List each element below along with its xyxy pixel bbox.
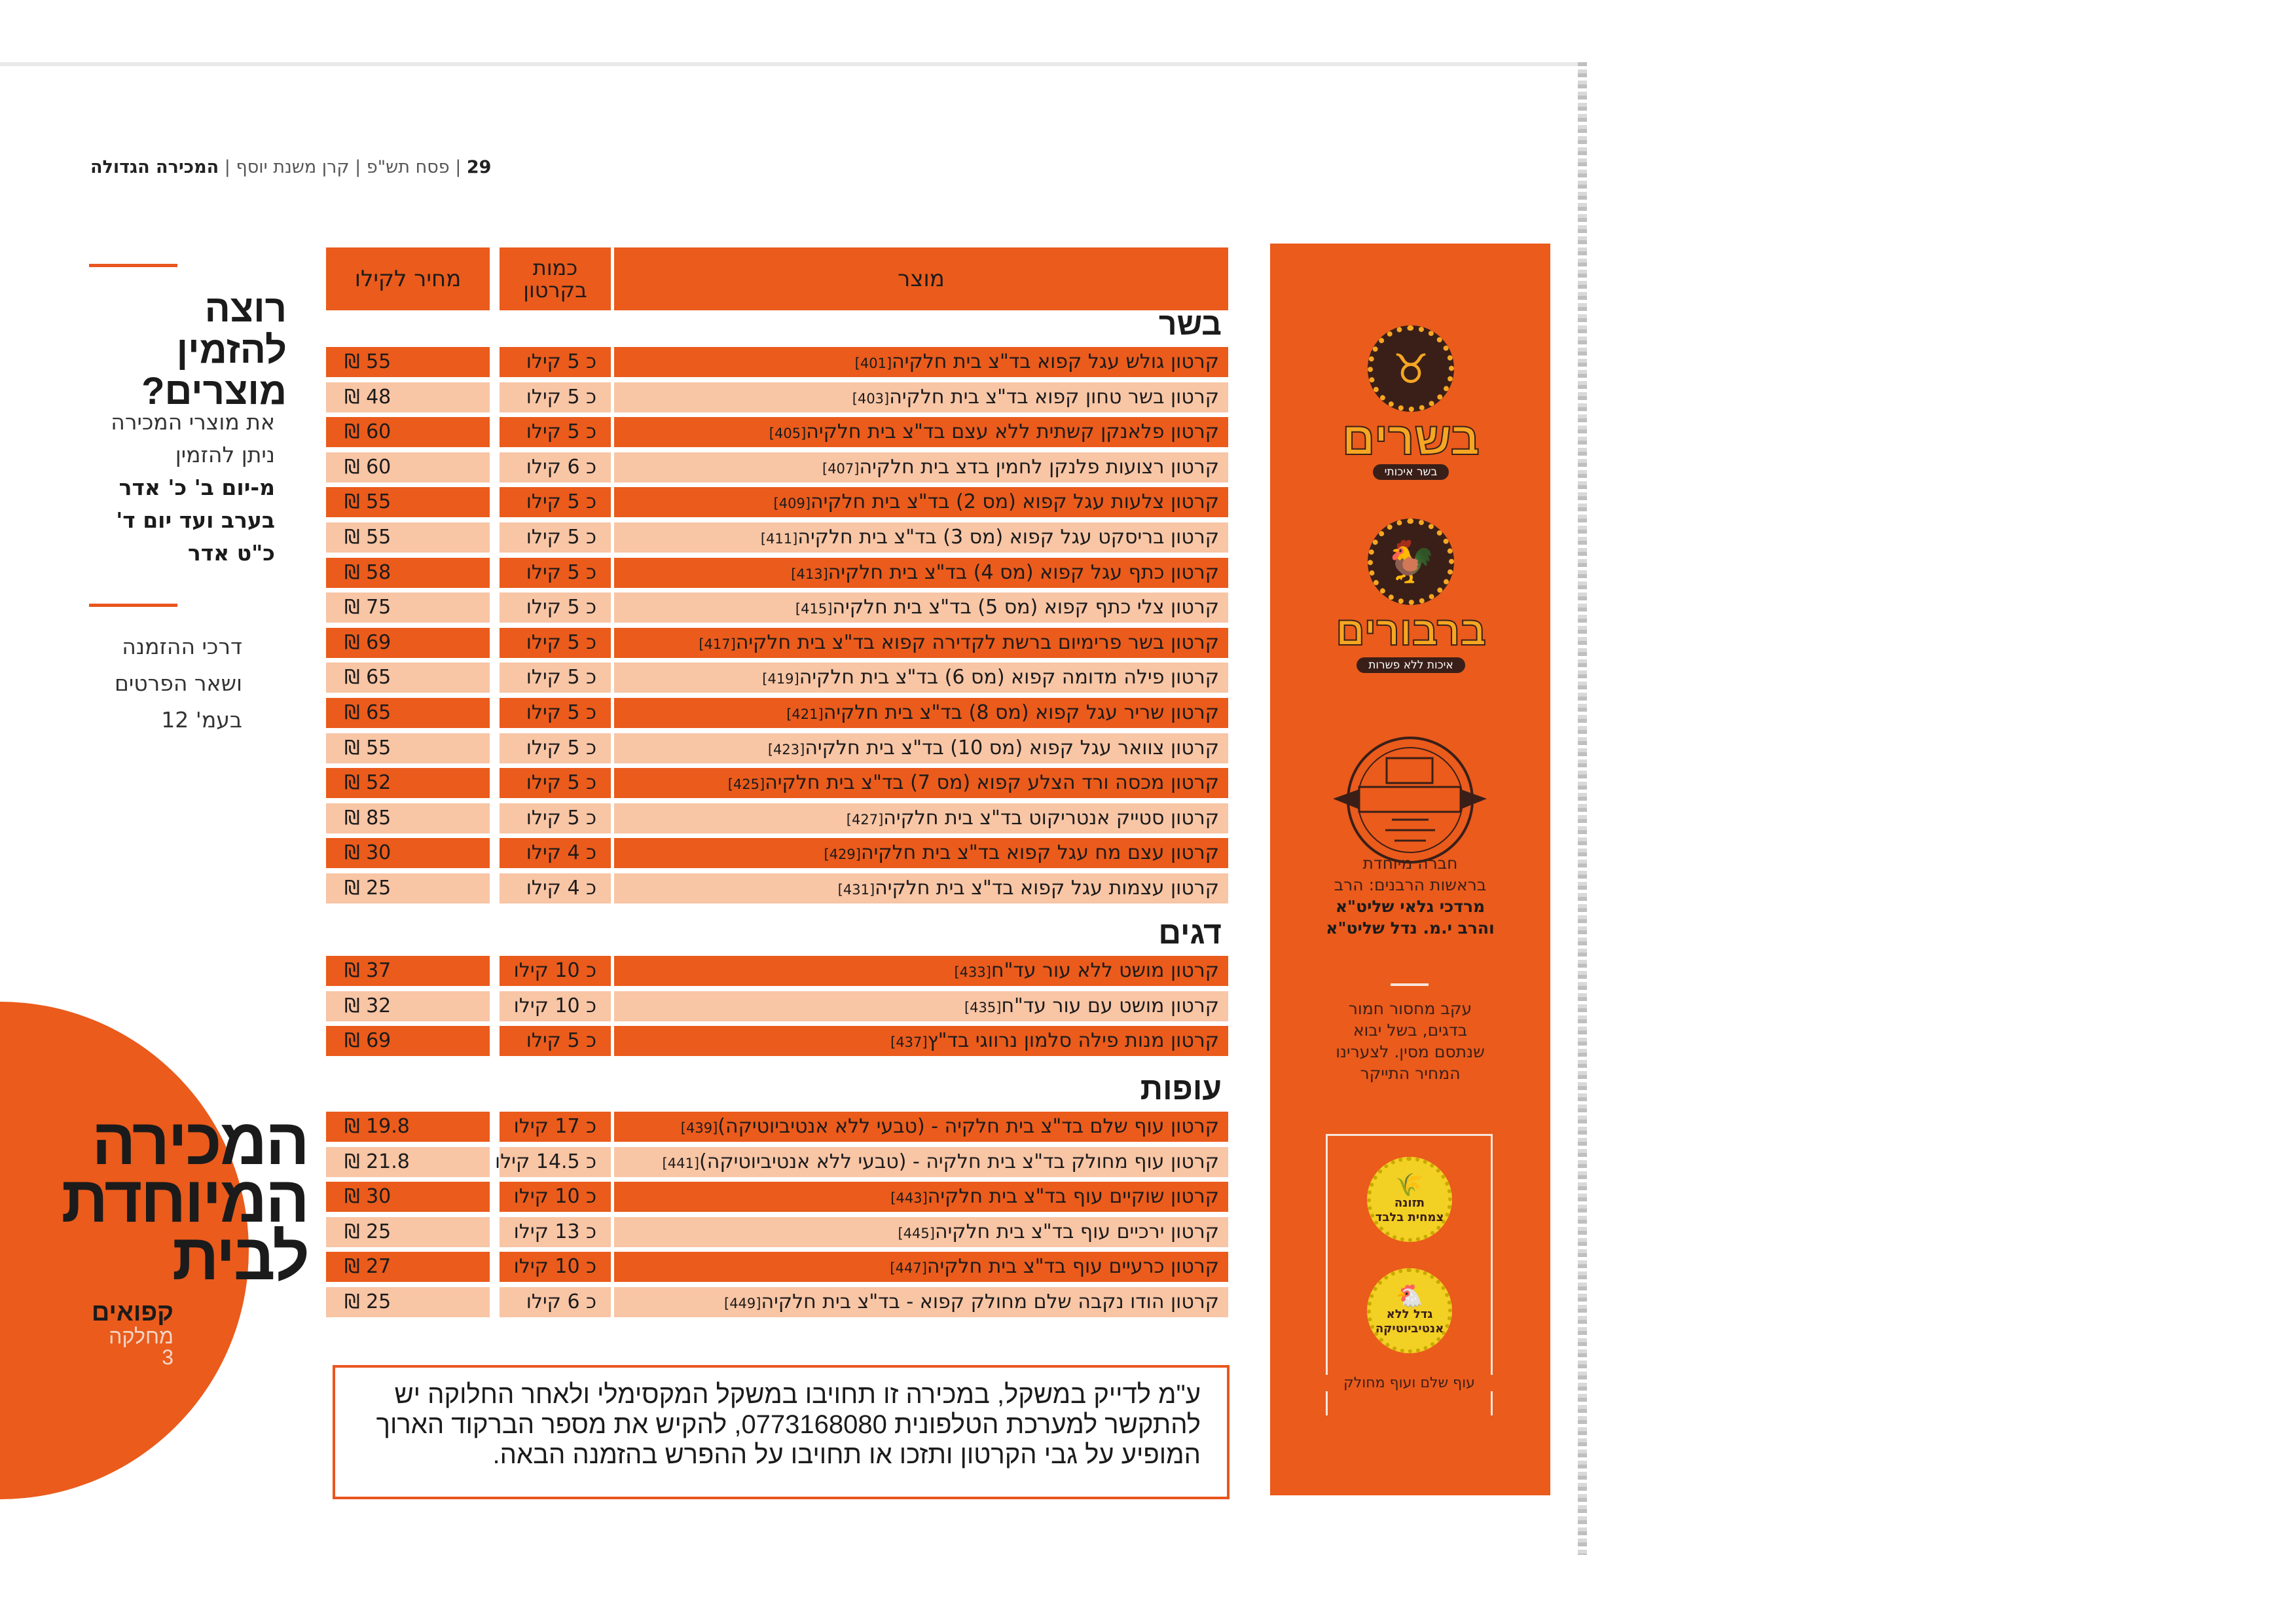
- product-name: קרטון כרעיים עוף בד"צ בית חלקיה: [926, 1255, 1219, 1279]
- order-question-line: מוצרים?: [141, 370, 287, 412]
- price-cell: 30 ₪: [326, 1182, 490, 1212]
- table-row: [326, 1112, 1228, 1142]
- product-code: [425]: [727, 776, 765, 793]
- table-row: [326, 417, 1228, 447]
- product-code: [409]: [773, 496, 811, 512]
- table-row: [326, 1182, 1228, 1212]
- product-code: [401]: [854, 356, 892, 371]
- qty-cell: כ 5 קילו: [500, 593, 611, 623]
- price-cell: 25 ₪: [326, 1217, 490, 1247]
- price-cell: 32 ₪: [326, 991, 490, 1021]
- table-row: [326, 628, 1228, 658]
- qty-cell: כ 5 קילו: [500, 698, 611, 728]
- product-code: [407]: [822, 460, 860, 477]
- product-name: קרטון שוקיים עוף בד"צ בית חלקיה: [927, 1185, 1219, 1209]
- price-cell: 58 ₪: [326, 558, 490, 588]
- qty-cell: כ 5 קילו: [500, 733, 611, 763]
- product-code: [437]: [890, 1034, 928, 1051]
- product-cell: [614, 1026, 1228, 1056]
- table-row: [326, 452, 1228, 483]
- price-cell: 55 ₪: [326, 733, 490, 763]
- product-name: קרטון עוף מחולק בד"צ בית חלקיה - (טבעי ללא אנטיביוטיקה): [699, 1150, 1219, 1173]
- stamp-line: צמחית בלבד: [1375, 1211, 1444, 1224]
- qty-cell: כ 4 קילו: [500, 838, 611, 868]
- table-row: [326, 733, 1228, 763]
- product-cell: [614, 663, 1228, 693]
- product-name: קרטון הודו נקבה שלם מחולק קפוא - בד"צ בית חלקיה: [761, 1290, 1219, 1313]
- product-cell: [614, 1287, 1228, 1317]
- product-name: קרטון גולש עגל קפוא בד"צ בית חלקיה: [892, 350, 1219, 373]
- product-cell: [614, 593, 1228, 623]
- page-top-shadow: [0, 62, 1584, 66]
- qty-cell: כ 5 קילו: [500, 487, 611, 517]
- product-code: [427]: [846, 811, 884, 828]
- qty-cell: כ 5 קילו: [500, 803, 611, 833]
- qty-cell: כ 5 קילו: [500, 382, 611, 412]
- product-name: קרטון מכסה ורד הצלע קפוא (מס 7) בד"צ בית חלקיה: [765, 771, 1219, 795]
- product-code: [449]: [723, 1296, 761, 1311]
- table-row: [326, 1252, 1228, 1282]
- product-cell: [614, 558, 1228, 588]
- product-name: קרטון בשר פרימיום ברשת לקדירה קפוא בד"צ בית חלקיה: [735, 630, 1219, 654]
- table-row: [326, 873, 1228, 903]
- department-name: קפואים: [91, 1299, 173, 1326]
- product-name: קרטון עצם מח עגל קפוא בד"צ בית חלקיה: [860, 841, 1219, 865]
- product-code: [445]: [898, 1225, 935, 1241]
- table-row: [326, 838, 1228, 868]
- product-name: קרטון מנות פילה סלמון נרווגי בד"ץ: [927, 1029, 1219, 1053]
- product-name: קרטון בשר טחון קפוא בד"צ בית חלקיה: [889, 385, 1219, 409]
- page-number: 29: [466, 157, 492, 177]
- logo-barburim-name: ברבורים: [1336, 609, 1486, 654]
- product-cell: [614, 1182, 1228, 1212]
- weight-notice: ע"מ לדייק במשקל, במכירה זו תחויבו במשקל המקסימלי ולאחר החלוקה יש להתקשר למערכת הטלפונית 0773168080, להקיש את מספר הברקוד הארוך המופיע על גבי הקרטון ותזכו או תחויבו על ההפרש בהזמנה הבאה.: [333, 1365, 1230, 1499]
- order-ways: [79, 629, 242, 739]
- supervision-line: והרב י.מ. נדל שליט"א: [1326, 919, 1495, 938]
- running-header: 29 | פסח תש"פ | קרן משנת יוסף | המכירה הגדולה: [90, 157, 492, 177]
- product-name: קרטון מושט ללא עור עד"ח: [991, 959, 1219, 982]
- logo-basarim-name: בשרים: [1341, 413, 1480, 464]
- fish-price-note: [1270, 998, 1550, 1084]
- price-cell: 55 ₪: [326, 347, 490, 377]
- price-cell: 55 ₪: [326, 487, 490, 517]
- qty-cell: כ 17 קילו: [500, 1112, 611, 1142]
- product-code: [417]: [699, 636, 736, 652]
- product-name: קרטון צוואר עגל קפוא (מס 10) בד"צ בית חלקיה: [805, 736, 1219, 759]
- table-row: [326, 1147, 1228, 1177]
- product-name: קרטון מושט עם עור עד"ח: [1001, 994, 1219, 1017]
- product-cell: [614, 1112, 1228, 1142]
- fish-note-line: המחיר התייקר: [1360, 1064, 1461, 1083]
- table-row: [326, 803, 1228, 833]
- product-cell: [614, 417, 1228, 447]
- order-date-line: בערב ועד יום ד': [116, 507, 275, 533]
- qty-cell: כ 10 קילו: [500, 991, 611, 1021]
- sale-title-line: לבית: [172, 1220, 308, 1294]
- price-cell: 60 ₪: [326, 452, 490, 483]
- table-row: [326, 347, 1228, 377]
- left-rule-top: [89, 264, 177, 267]
- price-cell: 69 ₪: [326, 628, 490, 658]
- logo-basarim: [1322, 325, 1499, 480]
- qty-cell: כ 13 קילו: [500, 1217, 611, 1247]
- section-title: דגים: [1158, 916, 1222, 951]
- order-question: [90, 288, 287, 412]
- price-cell: 25 ₪: [326, 1287, 490, 1317]
- price-cell: 65 ₪: [326, 698, 490, 728]
- product-code: [431]: [837, 882, 875, 898]
- product-code: [429]: [824, 847, 861, 863]
- table-row: [326, 1287, 1228, 1317]
- header-product: מוצר: [614, 247, 1228, 310]
- order-date-line: כ"ט אדר: [187, 540, 275, 566]
- table-row: [326, 1026, 1228, 1056]
- header-season: פסח תש"פ: [366, 157, 450, 177]
- product-cell: [614, 1217, 1228, 1247]
- fish-note-line: בדגים, בשל יבוא: [1353, 1021, 1468, 1040]
- product-cell: [614, 382, 1228, 412]
- price-cell: 25 ₪: [326, 873, 490, 903]
- product-cell: [614, 522, 1228, 553]
- product-code: [441]: [662, 1155, 700, 1171]
- product-name: קרטון ירכיים עוף בד"צ בית חלקיה: [934, 1220, 1219, 1243]
- qty-cell: כ 10 קילו: [500, 956, 611, 986]
- qty-cell: כ 10 קילו: [500, 1252, 611, 1282]
- product-code: [419]: [762, 671, 799, 687]
- product-cell: [614, 803, 1228, 833]
- plant-feed-stamp: [1367, 1157, 1452, 1242]
- sale-title-line: המיוחדת: [61, 1163, 308, 1236]
- product-code: [405]: [769, 426, 807, 442]
- order-ways-line: ושאר הפרטים: [114, 670, 242, 696]
- header-org: קרן משנת יוסף: [236, 157, 350, 177]
- product-code: [435]: [964, 999, 1002, 1015]
- supervision-line: מרדכי גלאי שליט"א: [1335, 897, 1485, 916]
- fish-note-line: שנתסם מסין. לצערינו: [1336, 1042, 1485, 1061]
- qty-cell: כ 5 קילו: [500, 628, 611, 658]
- chicken-bracket-label: עוף שלם ועוף מחולק: [1316, 1375, 1503, 1391]
- qty-cell: כ 5 קילו: [500, 768, 611, 798]
- wheat-icon: 🌾: [1395, 1172, 1424, 1198]
- logo-barburim: [1322, 519, 1499, 673]
- panel-divider: [1391, 983, 1429, 986]
- header-price: מחיר לקילו: [326, 247, 490, 310]
- order-ways-line: דרכי ההזמנה: [122, 634, 242, 659]
- price-cell: 75 ₪: [326, 593, 490, 623]
- product-cell: [614, 768, 1228, 798]
- qty-cell: כ 5 קילו: [500, 1026, 611, 1056]
- qty-cell: כ 5 קילו: [500, 347, 611, 377]
- product-name: קרטון שריר עגל קפוא (מס 8) בד"צ בית חלקיה: [823, 701, 1219, 724]
- table-row: [326, 698, 1228, 728]
- chicken-icon: 🐔: [1395, 1283, 1424, 1309]
- price-cell: 60 ₪: [326, 417, 490, 447]
- product-cell: [614, 698, 1228, 728]
- table-row: [326, 768, 1228, 798]
- table-row: [326, 593, 1228, 623]
- table-row: [326, 522, 1228, 553]
- qty-cell: כ 5 קילו: [500, 558, 611, 588]
- product-cell: [614, 628, 1228, 658]
- product-code: [423]: [767, 741, 805, 757]
- cattle-icon: ♉: [1368, 325, 1454, 412]
- table-row: [326, 558, 1228, 588]
- order-info-line: ניתן להזמין: [175, 442, 275, 467]
- qty-cell: כ 14.5 קילו: [500, 1147, 611, 1177]
- qty-cell: כ 4 קילו: [500, 873, 611, 903]
- department-sub: מחלקה: [109, 1324, 173, 1348]
- supplier-panel: [1270, 244, 1550, 1495]
- sale-title: [61, 1105, 308, 1294]
- price-cell: 65 ₪: [326, 663, 490, 693]
- header-qty: כמות בקרטון: [500, 247, 611, 310]
- product-cell: [614, 991, 1228, 1021]
- sale-title-line: המכירה: [92, 1105, 308, 1178]
- logo-barburim-tag: איכות ללא פשרות: [1357, 657, 1465, 673]
- product-cell: [614, 956, 1228, 986]
- order-info-line: את מוצרי המכירה: [111, 409, 275, 435]
- product-cell: [614, 1147, 1228, 1177]
- product-cell: [614, 733, 1228, 763]
- order-question-line: להזמין: [176, 329, 287, 371]
- price-cell: 52 ₪: [326, 768, 490, 798]
- order-date-line: מ-יום ב' כ' אדר: [118, 475, 275, 500]
- product-name: קרטון צלעות עגל קפוא (מס 2) בד"צ בית חלקיה: [811, 490, 1219, 514]
- product-name: קרטון עצמות עגל קפוא בד"צ בית חלקיה: [875, 877, 1219, 900]
- stamp-line: תזונה: [1394, 1196, 1425, 1210]
- order-ways-line: בעמ' 12: [161, 707, 242, 733]
- price-cell: 85 ₪: [326, 803, 490, 833]
- stamp-line: אנטיביוטיקה: [1375, 1322, 1444, 1336]
- torn-page-edge: [1578, 62, 1587, 1555]
- qty-cell: כ 6 קילו: [500, 452, 611, 483]
- product-cell: [614, 452, 1228, 483]
- price-cell: 55 ₪: [326, 522, 490, 553]
- qty-cell: כ 5 קילו: [500, 522, 611, 553]
- product-name: קרטון פילה מדומה קפוא (מס 6) בד"צ בית חלקיה: [799, 666, 1219, 689]
- product-code: [411]: [760, 531, 798, 547]
- rooster-icon: 🐓: [1368, 519, 1454, 605]
- section-title: בשר: [1158, 307, 1222, 342]
- supervision-line: בראשות הרבנים: הרב: [1334, 875, 1487, 894]
- qty-cell: כ 5 קילו: [500, 417, 611, 447]
- product-code: [421]: [786, 706, 824, 722]
- product-name: קרטון צלי כתף קפוא (מס 5) בד"צ בית חלקיה: [832, 596, 1219, 619]
- product-cell: [614, 487, 1228, 517]
- product-code: [443]: [890, 1190, 928, 1207]
- table-row: [326, 487, 1228, 517]
- no-antibiotics-stamp: [1367, 1268, 1452, 1353]
- product-name: קרטון פלאנקן קשתית ללא עצם בד"צ בית חלקיה: [806, 420, 1219, 444]
- table-row: [326, 382, 1228, 412]
- department-label: [79, 1300, 173, 1368]
- product-code: [433]: [954, 964, 991, 980]
- department-number: 3: [162, 1345, 173, 1369]
- price-cell: 27 ₪: [326, 1252, 490, 1282]
- kashrut-seal: [1326, 721, 1493, 872]
- header-section: המכירה הגדולה: [90, 157, 219, 177]
- product-cell: [614, 838, 1228, 868]
- table-row: [326, 1217, 1228, 1247]
- price-cell: 30 ₪: [326, 838, 490, 868]
- product-cell: [614, 347, 1228, 377]
- product-cell: [614, 1252, 1228, 1282]
- product-name: קרטון כתף עגל קפוא (מס 4) בד"צ בית חלקיה: [828, 560, 1219, 584]
- qty-cell: כ 5 קילו: [500, 663, 611, 693]
- price-cell: 19.8 ₪: [326, 1112, 490, 1142]
- product-name: קרטון בריסקט עגל קפוא (מס 3) בד"צ בית חלקיה: [797, 526, 1219, 549]
- price-cell: 21.8 ₪: [326, 1147, 490, 1177]
- order-question-line: רוצה: [204, 287, 287, 330]
- product-code: [447]: [890, 1260, 927, 1277]
- product-code: [439]: [680, 1120, 718, 1136]
- qty-cell: כ 10 קילו: [500, 1182, 611, 1212]
- product-name: קרטון סטייק אנטריקוט בד"צ בית חלקיה: [883, 806, 1219, 830]
- order-info: [72, 406, 275, 570]
- qty-cell: כ 6 קילו: [500, 1287, 611, 1317]
- table-row: [326, 956, 1228, 986]
- supervision-line: חברה מיוחדת: [1362, 854, 1458, 873]
- product-code: [415]: [795, 601, 833, 617]
- price-cell: 69 ₪: [326, 1026, 490, 1056]
- product-cell: [614, 873, 1228, 903]
- table-row: [326, 663, 1228, 693]
- section-title: עופות: [1140, 1072, 1222, 1106]
- price-cell: 37 ₪: [326, 956, 490, 986]
- product-name: קרטון רצועות פלנקן לחמין בדצ בית חלקיה: [859, 455, 1219, 479]
- fish-note-line: עקב מחסור חמור: [1348, 999, 1472, 1018]
- supervision-text: [1270, 852, 1550, 939]
- product-code: [403]: [852, 390, 890, 407]
- left-rule-middle: [89, 604, 177, 607]
- price-cell: 48 ₪: [326, 382, 490, 412]
- logo-basarim-tag: בשר איכותי: [1373, 464, 1449, 480]
- stamp-line: גדל ללא: [1386, 1307, 1433, 1321]
- product-name: קרטון עוף שלם בד"צ בית חלקיה - (טבעי ללא אנטיביוטיקה): [718, 1115, 1219, 1138]
- product-code: [413]: [791, 566, 828, 582]
- table-row: [326, 991, 1228, 1021]
